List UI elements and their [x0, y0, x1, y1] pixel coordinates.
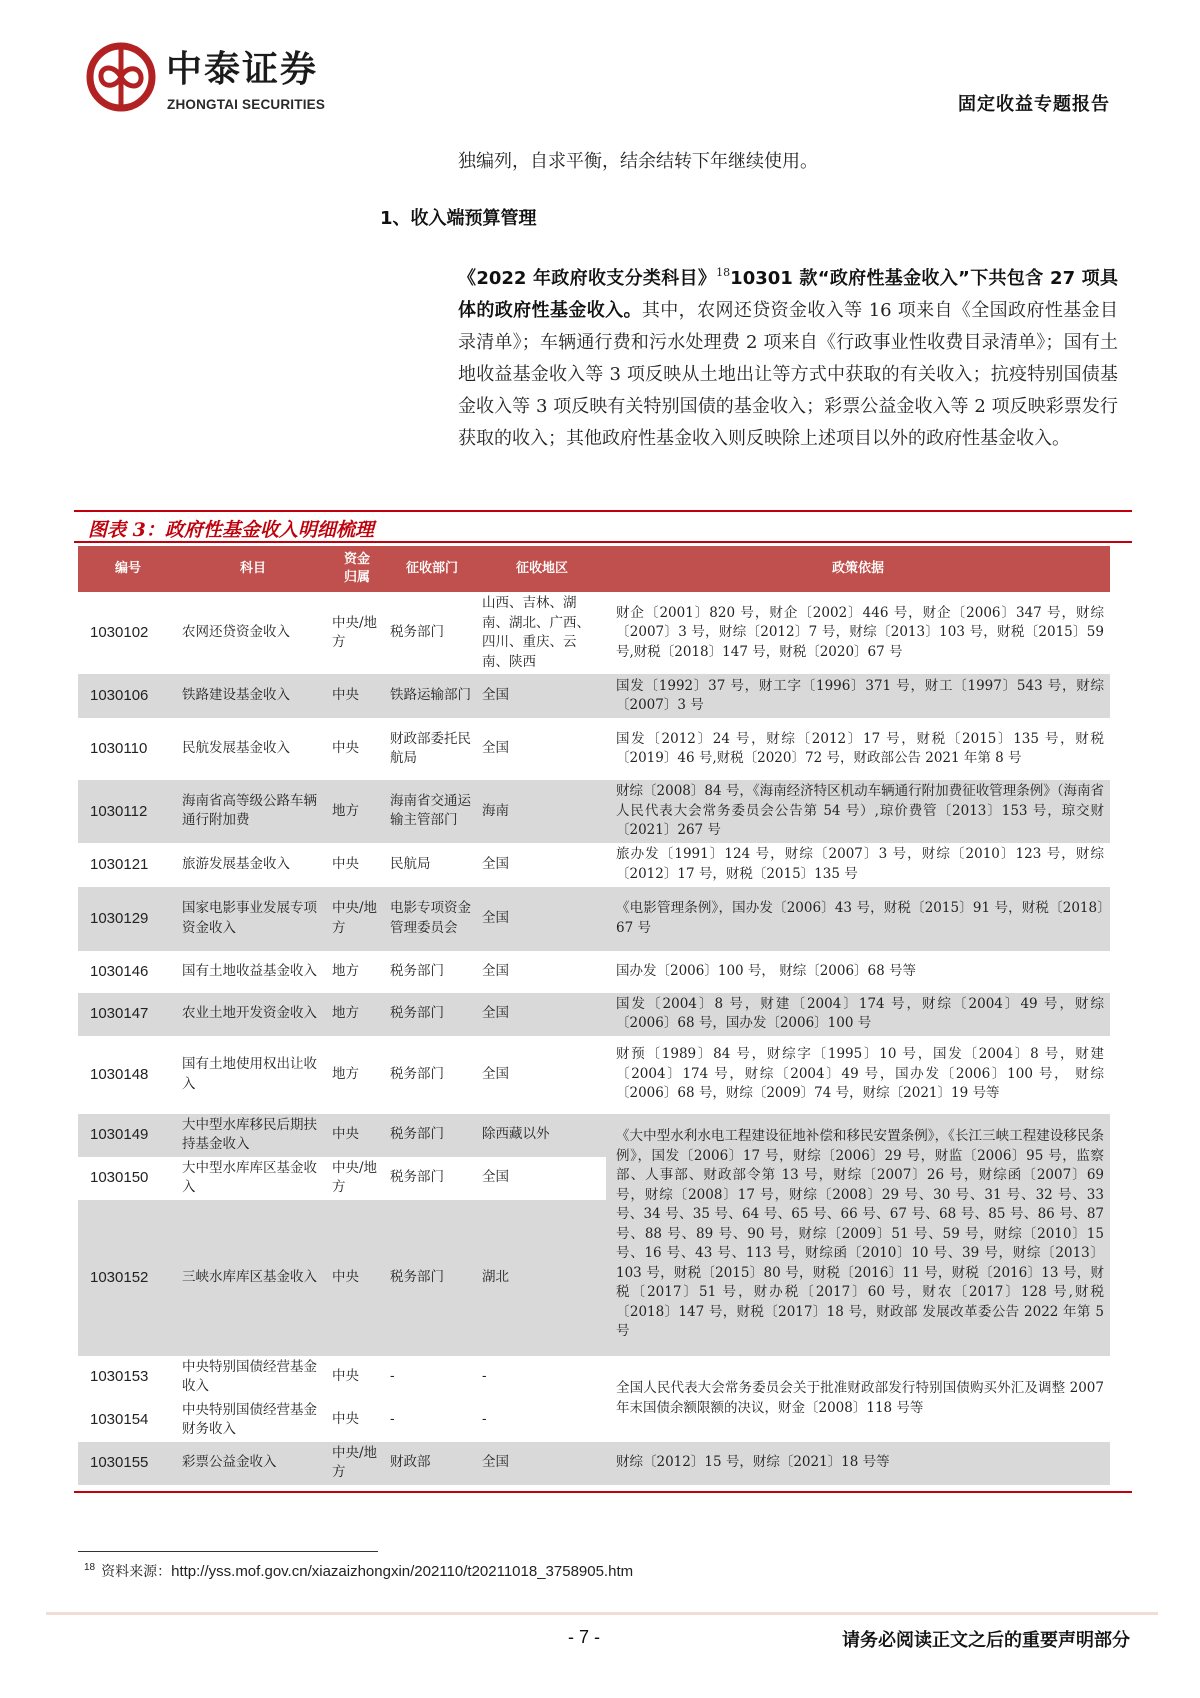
cell-region: 全国: [482, 1065, 509, 1082]
table-caption: 图表 3：政府性基金收入明细梳理: [88, 519, 374, 541]
cell-item: 中央特别国债经营基金财务收入: [182, 1401, 317, 1437]
cell-owner: 地方: [328, 780, 386, 843]
cell-dept: 税务部门: [390, 962, 444, 979]
cell-item: 彩票公益金收入: [178, 1442, 328, 1485]
table-row: [78, 951, 1110, 993]
cell-policy: 国发〔1992〕37 号，财工字〔1996〕371 号，财工〔1997〕543 号，财综〔2007〕3 号: [606, 674, 1110, 718]
fund-income-table: [78, 546, 1110, 1485]
table-row: [78, 718, 1110, 780]
cell-policy-merged: 《大中型水利水电工程建设征地补偿和移民安置条例》，《长江三峡工程建设移民条例》，国发〔2006〕17 号，财综〔2006〕29 号，财监〔2006〕95 号，监察部、人事部、财政部令第 13 号，财综〔2007〕26 号，财综函〔2007〕69 号，财综〔2008〕17 号，财综〔2008〕29 号、30 号、31 号、32 号、33 号、34 号、35 号、64 号、65 号、66 号、67 号、68 号、85 号、86 号、87 号、88 号、89 号、90 号，财综〔2009〕51 号、59 号，财综〔2010〕15 号、16 号、43 号、113 号，财综函〔2010〕10 号、39 号，财综〔2013〕103 号，财税〔2015〕80 号，财税〔2016〕11 号，财税〔2016〕13 号，财税〔2017〕51 号，财办税〔2017〕60 号，财农〔2017〕128 号,财税〔2018〕147 号，财税〔2017〕18 号，财政部 发展改革委公告 2022 年第 5 号: [606, 1114, 1110, 1356]
cell-owner: 中央: [332, 1368, 359, 1385]
cell-policy: 财企〔2001〕820 号，财企〔2002〕446 号，财企〔2006〕347 号，财综〔2007〕3 号，财综〔2012〕7 号，财综〔2013〕103 号，财税〔2015〕59 号,财税〔2018〕147 号，财税〔2020〕67 号: [616, 604, 1104, 660]
intro-paragraph: [458, 257, 1118, 455]
para-bold-title: 《2022 年政府收支分类科目》: [458, 268, 717, 289]
cell-owner: 中央: [328, 1114, 386, 1157]
table-caption-bar: [74, 510, 1132, 543]
cell-item: 大中型水库库区基金收入: [182, 1159, 317, 1195]
cell-code: 1030102: [90, 624, 149, 642]
cell-dept: 海南省交通运输主管部门: [386, 780, 478, 843]
cell-region: 全国: [478, 993, 606, 1036]
cell-region: 山西、吉林、湖南、湖北、广西、四川、重庆、云南、陕西: [482, 595, 590, 670]
cell-item: 海南省高等级公路车辆通行附加费: [178, 780, 328, 843]
col-header-dept: 征收部门: [386, 546, 478, 592]
table-row: [78, 780, 1110, 843]
cell-dept: 税务部门: [390, 1065, 444, 1082]
cell-code: 1030121: [90, 855, 149, 873]
cell-code: 1030129: [78, 887, 178, 951]
footer-divider: [46, 1612, 1158, 1615]
cell-code: 1030106: [78, 674, 178, 718]
cell-owner: 中央/地方: [328, 1442, 386, 1485]
cell-policy: 财综〔2012〕15 号，财综〔2021〕18 号等: [606, 1442, 1110, 1485]
col-header-region: 征收地区: [478, 546, 606, 592]
continuation-text: 独编列，自求平衡，结余结转下年继续使用。: [458, 151, 818, 172]
cell-dept: 财政部委托民航局: [390, 730, 471, 766]
table-row: [78, 1114, 1110, 1157]
cell-item: 民航发展基金收入: [182, 740, 290, 757]
table-row: [78, 1442, 1110, 1485]
footnote-ref[interactable]: 18: [716, 266, 731, 279]
cell-owner: 地方: [332, 1065, 359, 1082]
table-row: [78, 674, 1110, 718]
cell-policy: 财综〔2008〕84 号，《海南经济特区机动车辆通行附加费征收管理条例》（海南省人民代表大会常务委员会公告第 54 号）,琼价费管〔2013〕153 号，琼交财〔2021〕267 号: [606, 780, 1110, 843]
cell-code: 1030146: [90, 962, 149, 980]
cell-item: 中央特别国债经营基金收入: [182, 1358, 317, 1394]
cell-code: 1030155: [78, 1442, 178, 1485]
cell-owner: 中央/地方: [328, 887, 386, 951]
table-row: [78, 887, 1110, 951]
cell-code: 1030149: [78, 1114, 178, 1157]
cell-dept: -: [390, 1411, 395, 1428]
cell-code: 1030152: [78, 1200, 178, 1356]
section-heading: 1、收入端预算管理: [380, 208, 537, 229]
cell-region: 湖北: [478, 1200, 606, 1356]
cell-owner: 中央: [328, 1200, 386, 1356]
cell-region: 全国: [482, 855, 509, 872]
cell-item: 旅游发展基金收入: [182, 855, 290, 872]
cell-region: 全国: [482, 962, 509, 979]
cell-item: 国有土地收益基金收入: [182, 962, 317, 979]
cell-dept: 铁路运输部门: [386, 674, 478, 718]
footnote: [84, 1561, 633, 1581]
cell-region: 除西藏以外: [478, 1114, 606, 1157]
cell-owner: 地方: [328, 993, 386, 1036]
cell-code: 1030112: [78, 780, 178, 843]
col-header-policy: 政策依据: [606, 546, 1110, 592]
cell-dept: 电影专项资金管理委员会: [386, 887, 478, 951]
cell-region: 全国: [482, 740, 509, 757]
cell-dept: 财政部: [386, 1442, 478, 1485]
cell-owner: 地方: [332, 962, 359, 979]
cell-policy: 国办发〔2006〕100 号， 财综〔2006〕68 号等: [616, 962, 917, 979]
cell-dept: 税务部门: [386, 993, 478, 1036]
cell-code: 1030153: [90, 1368, 149, 1386]
cell-dept: 税务部门: [390, 624, 444, 641]
page-number: - 7 -: [568, 1627, 601, 1647]
cell-dept: 税务部门: [390, 1169, 444, 1186]
cell-region: 全国: [478, 1442, 606, 1485]
cell-dept: 税务部门: [386, 1200, 478, 1356]
table-row: [78, 592, 1110, 674]
cell-owner: 中央/地方: [332, 614, 378, 650]
table-row: [78, 1036, 1110, 1114]
table-row: [78, 993, 1110, 1036]
table-bottom-rule: [74, 1491, 1132, 1493]
zhongtai-logo-icon: [86, 42, 156, 112]
cell-item: 三峡水库库区基金收入: [178, 1200, 328, 1356]
footnote-divider: [78, 1551, 378, 1552]
cell-code: 1030154: [90, 1411, 149, 1429]
cell-owner: 中央: [332, 855, 359, 872]
cell-region: -: [482, 1368, 487, 1385]
cell-code: 1030148: [90, 1065, 149, 1083]
cell-dept: 税务部门: [386, 1114, 478, 1157]
cell-region: 全国: [478, 674, 606, 718]
table-row: [78, 1356, 1110, 1399]
brand-name-cn: 中泰证券: [166, 49, 319, 90]
col-header-owner: [328, 546, 386, 592]
cell-item: 农业土地开发资金收入: [178, 993, 328, 1036]
cell-dept: -: [390, 1368, 395, 1385]
disclaimer-note: 请务必阅读正文之后的重要声明部分: [842, 1630, 1130, 1651]
cell-dept: 民航局: [390, 855, 431, 872]
col-header-item: 科目: [178, 546, 328, 592]
cell-policy: 国发〔2012〕24 号，财综〔2012〕17 号，财税〔2015〕135 号，财税〔2019〕46 号,财税〔2020〕72 号，财政部公告 2021 年第 8 号: [616, 730, 1104, 766]
cell-code: 1030150: [90, 1169, 149, 1187]
cell-item: 铁路建设基金收入: [178, 674, 328, 718]
footnote-source-link[interactable]: http://yss.mof.gov.cn/xiazaizhongxin/202110/t20211018_3758905.htm: [171, 1563, 634, 1580]
footnote-number: 18: [84, 1562, 96, 1573]
col-header-code: 编号: [78, 546, 178, 592]
table-header-row: [78, 546, 1110, 592]
cell-region: 全国: [478, 887, 606, 951]
cell-policy-merged: 全国人民代表大会常务委员会关于批准财政部发行特别国债购买外汇及调整 2007 年末国债余额限额的决议，财金〔2008〕118 号等: [616, 1380, 1104, 1416]
cell-owner: 中央/地方: [332, 1159, 378, 1195]
col-header-owner-label: 资金 归属: [343, 552, 370, 585]
cell-owner: 中央: [332, 740, 359, 757]
footnote-label: 资料来源：: [101, 1564, 172, 1580]
table-row: [78, 843, 1110, 887]
cell-region: -: [482, 1411, 487, 1428]
cell-policy: 国发〔2004〕8 号，财建〔2004〕174 号，财综〔2004〕49 号，财综〔2006〕68 号，国办发〔2006〕100 号: [606, 993, 1110, 1036]
cell-policy: 旅办发〔1991〕124 号，财综〔2007〕3 号，财综〔2010〕123 号，财综〔2012〕17 号，财税〔2015〕135 号: [616, 846, 1104, 882]
cell-owner: 中央: [328, 674, 386, 718]
cell-owner: 中央: [332, 1411, 359, 1428]
cell-region: 全国: [482, 1169, 509, 1186]
brand-name-en: ZHONGTAI SECURITIES: [167, 97, 326, 112]
cell-region: 海南: [478, 780, 606, 843]
para-bold-lead: 10301 款“政府性基金收入”下共包含 27 项具体的政府性基金收入。: [458, 268, 1118, 321]
cell-item: 农网还贷资金收入: [182, 624, 290, 641]
cell-item: 大中型水库移民后期扶持基金收入: [178, 1114, 328, 1157]
cell-policy: 财预〔1989〕84 号，财综字〔1995〕10 号，国发〔2004〕8 号，财建〔2004〕174 号，财综〔2004〕49 号，国办发〔2006〕100 号， 财综〔2006〕68 号，财综〔2009〕74 号，财综〔2021〕19 号等: [616, 1046, 1104, 1102]
cell-policy: 《电影管理条例》，国办发〔2006〕43 号，财税〔2015〕91 号，财税〔2018〕67 号: [606, 887, 1110, 951]
cell-code: 1030147: [78, 993, 178, 1036]
report-type-label: 固定收益专题报告: [958, 94, 1110, 115]
cell-item: 国家电影事业发展专项资金收入: [178, 887, 328, 951]
cell-item: 国有土地使用权出让收入: [182, 1056, 317, 1092]
cell-code: 1030110: [90, 740, 148, 758]
page-header: [0, 0, 1200, 130]
para-body: 其中，农网还贷资金收入等 16 项来自《全国政府性基金目录清单》；车辆通行费和污水处理费 2 项来自《行政事业性收费目录清单》；国有土地收益基金收入等 3 项反映从土地出让等方式中获取的有关收入；抗疫特别国债基金收入等 3 项反映有关特别国债的基金收入；彩票公益金收入等 2 项反映彩票发行获取的收入；其他政府性基金收入则反映除上述项目以外的政府性基金收入。: [458, 300, 1118, 449]
